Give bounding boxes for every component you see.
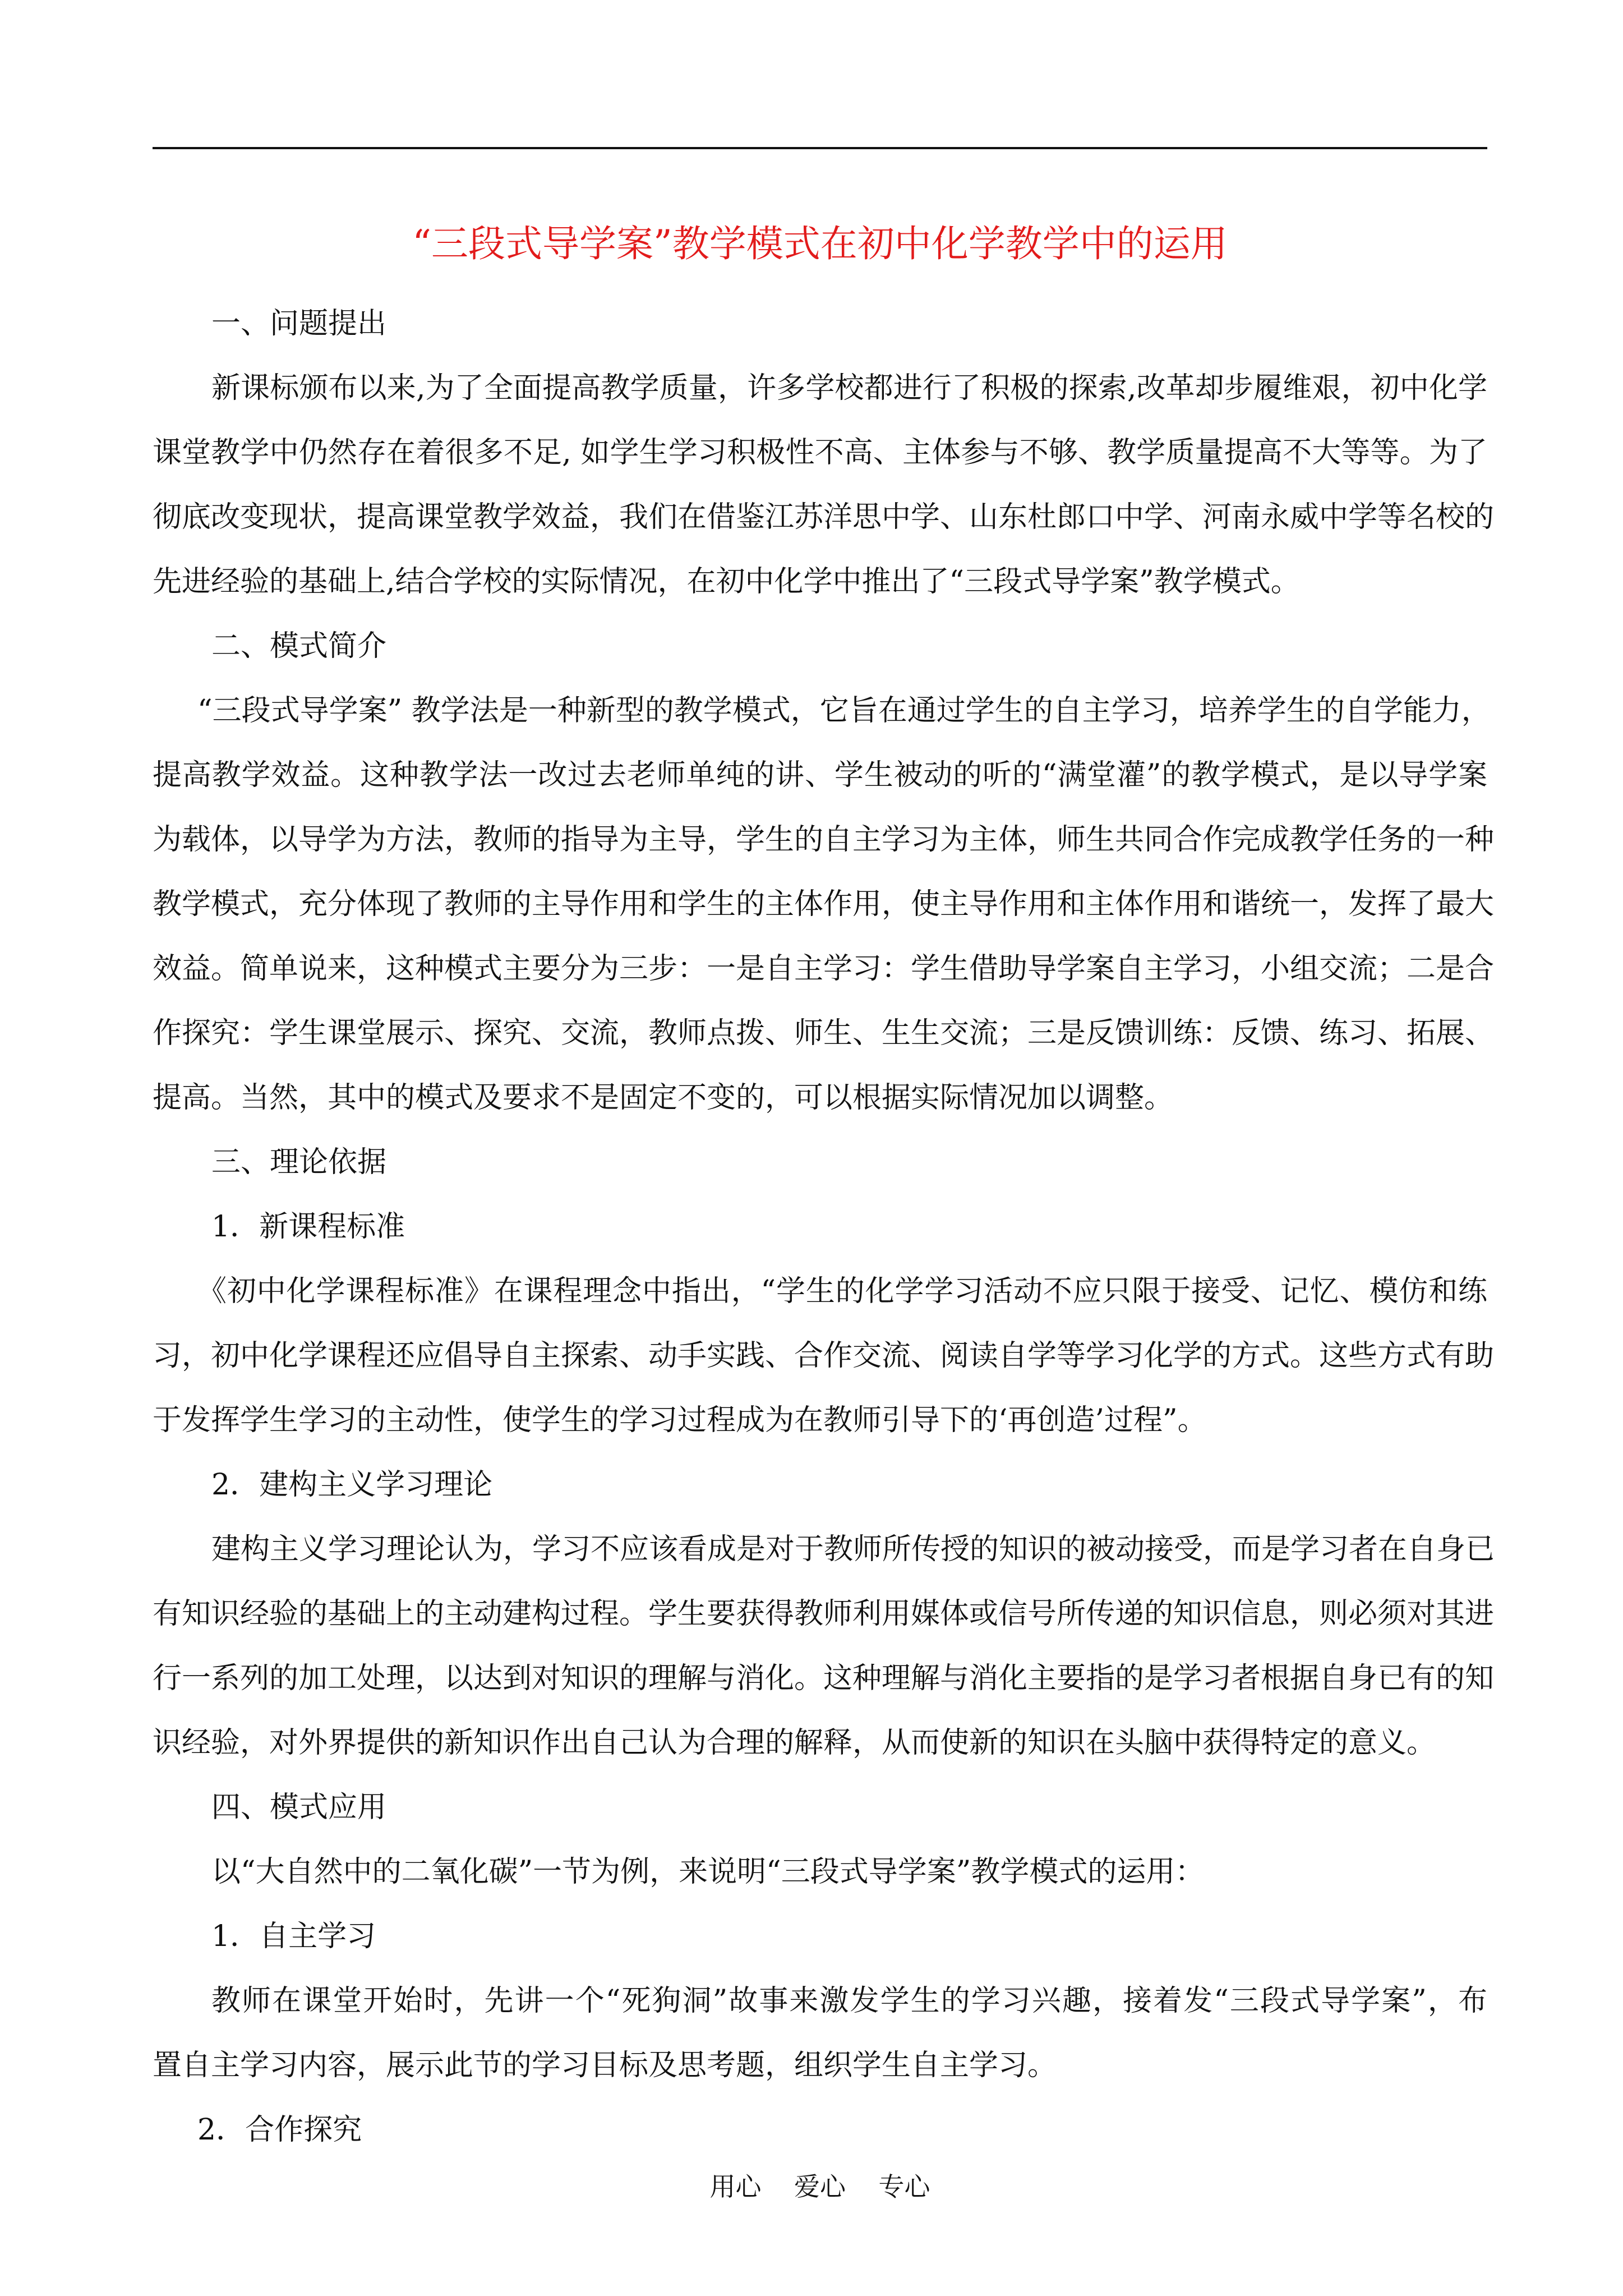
paragraph-line: 识经验，对外界提供的新知识作出自己认为合理的解释，从而使新的知识在头脑中获得特定的意义。 — [153, 1726, 1436, 1760]
paragraph-line: 效益。简单说来，这种模式主要分为三步：一是自主学习：学生借助导学案自主学习，小组交流；二是合 — [153, 952, 1495, 986]
paragraph-line: 于发挥学生学习的主动性，使学生的学习过程成为在教师引导下的‘再创造’过程”。 — [153, 1404, 1207, 1437]
paragraph-line: 以“大自然中的二氧化碳”一节为例，来说明“三段式导学案”教学模式的运用： — [211, 1855, 1205, 1889]
paragraph-line: 习，初中化学课程还应倡导自主探索、动手实践、合作交流、阅读自学等学习化学的方式。这些方式有助 — [153, 1339, 1495, 1373]
subsection-heading: 2．建构主义学习理论 — [211, 1468, 493, 1502]
paragraph-line: 置自主学习内容，展示此节的学习目标及思考题，组织学生自主学习。 — [153, 2049, 1057, 2082]
paragraph-line: 先进经验的基础上,结合学校的实际情况，在初中化学中推出了“三段式导学案”教学模式。 — [153, 565, 1300, 599]
header-rule — [153, 147, 1487, 149]
paragraph-line: 教学模式，充分体现了教师的主导作用和学生的主体作用，使主导作用和主体作用和谐统一，发挥了最大 — [153, 887, 1495, 921]
paragraph-line: 有知识经验的基础上的主动建构过程。学生要获得教师利用媒体或信号所传递的知识信息，则必须对其进 — [153, 1597, 1495, 1631]
paragraph-line: 行一系列的加工处理，以达到对知识的理解与消化。这种理解与消化主要指的是学习者根据自身已有的知 — [153, 1662, 1495, 1695]
document-title: “三段式导学案”教学模式在初中化学教学中的运用 — [412, 222, 1228, 265]
paragraph-line: 《初中化学课程标准》在课程理念中指出，“学生的化学学习活动不应只限于接受、记忆、模仿和练 — [197, 1274, 1487, 1308]
paragraph-line: 建构主义学习理论认为，学习不应该看成是对于教师所传授的知识的被动接受，而是学习者在自身已 — [211, 1533, 1495, 1566]
paragraph-line: 彻底改变现状，提高课堂教学效益，我们在借鉴江苏洋思中学、山东杜郎口中学、河南永威中学等名校的 — [153, 500, 1495, 534]
document-body — [153, 292, 1495, 2162]
page-footer: 用心 爱心 专心 — [709, 2171, 930, 2202]
section-heading: 一、问题提出 — [211, 307, 387, 341]
paragraph-line: 为载体，以导学为方法，教师的指导为主导，学生的自主学习为主体，师生共同合作完成教学任务的一种 — [153, 823, 1495, 857]
paragraph-line: 作探究：学生课堂展示、探究、交流，教师点拨、师生、生生交流；三是反馈训练：反馈、练习、拓展、 — [153, 1016, 1495, 1050]
paragraph-line: “三段式导学案” 教学法是一种新型的教学模式，它旨在通过学生的自主学习，培养学生的自学能力， — [197, 694, 1491, 728]
paragraph-line: 提高教学效益。这种教学法一改过去老师单纯的讲、学生被动的听的“满堂灌”的教学模式，是以导学案 — [153, 758, 1487, 792]
section-heading: 三、理论依据 — [211, 1145, 387, 1179]
paragraph-line: 提高。当然，其中的模式及要求不是固定不变的，可以根据实际情况加以调整。 — [153, 1081, 1174, 1115]
section-heading: 二、模式简介 — [211, 629, 387, 663]
subsection-heading: 1．新课程标准 — [211, 1210, 405, 1244]
paragraph-line: 新课标颁布以来,为了全面提高教学质量，许多学校都进行了积极的探索,改革却步履维艰，初中化学 — [211, 371, 1487, 405]
paragraph-line: 教师在课堂开始时，先讲一个“死狗洞”故事来激发学生的学习兴趣，接着发“三段式导学案”，布 — [211, 1984, 1487, 2018]
paragraph-line: 课堂教学中仍然存在着很多不足, 如学生学习积极性不高、主体参与不够、教学质量提高不大等等。为了 — [153, 436, 1487, 470]
subsection-heading: 2．合作探究 — [197, 2113, 362, 2147]
subsection-heading: 1．自主学习 — [211, 1920, 376, 1953]
section-heading: 四、模式应用 — [211, 1791, 387, 1824]
